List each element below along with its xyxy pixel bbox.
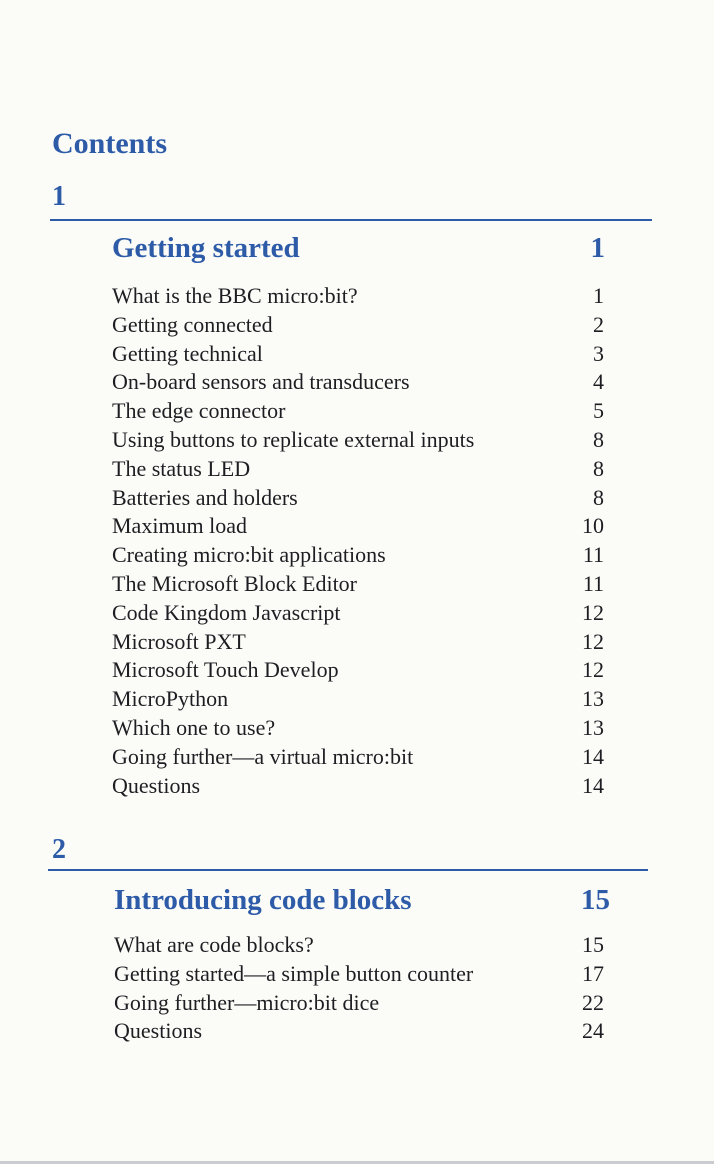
toc-entry-title: What is the BBC micro:bit? — [112, 283, 358, 308]
toc-entry — [112, 311, 604, 340]
toc-entry-page-number: 8 — [593, 455, 604, 481]
toc-entry — [112, 282, 604, 311]
toc-entry-title: Which one to use? — [112, 714, 276, 740]
chapter-1-rule — [50, 219, 652, 221]
toc-entry — [112, 772, 604, 801]
chapter-1-entries — [112, 282, 604, 800]
toc-entry-page-number: 8 — [593, 484, 604, 510]
chapter-1-number: 1 — [52, 181, 66, 212]
chapter-2-number: 2 — [52, 834, 66, 865]
toc-entry — [112, 685, 604, 714]
toc-entry-page-number: 22 — [582, 989, 604, 1015]
toc-entry-title: Microsoft Touch Develop — [112, 657, 339, 683]
toc-entry — [114, 931, 604, 960]
toc-entry-page-number: 3 — [593, 340, 604, 366]
toc-entry — [112, 599, 604, 628]
toc-entry — [112, 570, 604, 599]
toc-entry — [112, 455, 604, 484]
toc-entry-title: On-board sensors and transducers — [112, 369, 410, 395]
chapter-1-page: 1 — [590, 232, 605, 264]
toc-entry-page-number: 8 — [593, 426, 604, 452]
toc-entry — [112, 656, 604, 685]
toc-entry — [112, 340, 604, 369]
chapter-2-rule — [48, 869, 648, 871]
toc-entry-page-number: 4 — [593, 369, 604, 395]
toc-entry — [112, 628, 604, 657]
toc-entry-title: Getting technical — [112, 340, 263, 366]
toc-entry-title: Going further—micro:bit dice — [114, 989, 380, 1015]
toc-entry — [114, 1017, 604, 1046]
toc-entry-title: Microsoft PXT — [112, 628, 246, 654]
toc-entry-title: What are code blocks? — [114, 932, 314, 957]
toc-entry — [114, 989, 604, 1018]
toc-entry-title: Going further—a virtual micro:bit — [112, 743, 414, 769]
toc-entry-title: Getting connected — [112, 311, 273, 337]
toc-entry-page-number: 13 — [582, 714, 604, 740]
chapter-2-page: 15 — [581, 884, 610, 916]
toc-entry-title: Batteries and holders — [112, 484, 298, 510]
chapter-2-title: Introducing code blocks — [114, 884, 412, 916]
toc-entry-title: Getting started—a simple button counter — [114, 960, 474, 986]
toc-entry-title: Maximum load — [112, 513, 248, 539]
toc-entry-title: Creating micro:bit applications — [112, 542, 386, 568]
toc-entry-page-number: 5 — [593, 398, 604, 424]
chapter-1-title: Getting started — [112, 232, 300, 264]
chapter-2-entries — [114, 931, 604, 1046]
toc-entry-page-number: 12 — [582, 599, 604, 625]
toc-entry-page-number: 10 — [582, 513, 604, 539]
toc-entry — [112, 512, 604, 541]
toc-entry — [112, 368, 604, 397]
toc-entry — [112, 541, 604, 570]
toc-entry-page-number: 15 — [582, 932, 604, 957]
toc-entry-page-number: 14 — [582, 743, 604, 769]
toc-entry-page-number: 14 — [582, 772, 604, 798]
toc-entry-page-number: 1 — [593, 283, 604, 308]
toc-entry-page-number: 2 — [593, 311, 604, 337]
toc-entry-page-number: 11 — [582, 542, 604, 568]
toc-entry — [112, 426, 604, 455]
toc-entry-page-number: 11 — [582, 570, 604, 596]
toc-entry-title: Code Kingdom Javascript — [112, 599, 341, 625]
toc-entry-title: The Microsoft Block Editor — [112, 570, 358, 596]
toc-entry-title: Questions — [114, 1018, 202, 1044]
toc-entry-page-number: 24 — [582, 1018, 604, 1044]
toc-entry-page-number: 13 — [582, 686, 604, 712]
contents-heading: Contents — [52, 127, 168, 160]
toc-entry — [112, 714, 604, 743]
toc-entry-title: MicroPython — [112, 686, 229, 712]
toc-entry — [112, 743, 604, 772]
toc-entry — [112, 484, 604, 513]
toc-entry-title: The status LED — [112, 455, 251, 481]
toc-entry — [114, 960, 604, 989]
toc-entry-page-number: 17 — [582, 960, 604, 986]
toc-entry-page-number: 12 — [582, 628, 604, 654]
toc-entry-title: Using buttons to replicate external inputs — [112, 426, 475, 452]
toc-entry-page-number: 12 — [582, 657, 604, 683]
toc-entry-title: Questions — [112, 772, 200, 798]
toc-entry — [112, 397, 604, 426]
toc-entry-title: The edge connector — [112, 398, 286, 424]
